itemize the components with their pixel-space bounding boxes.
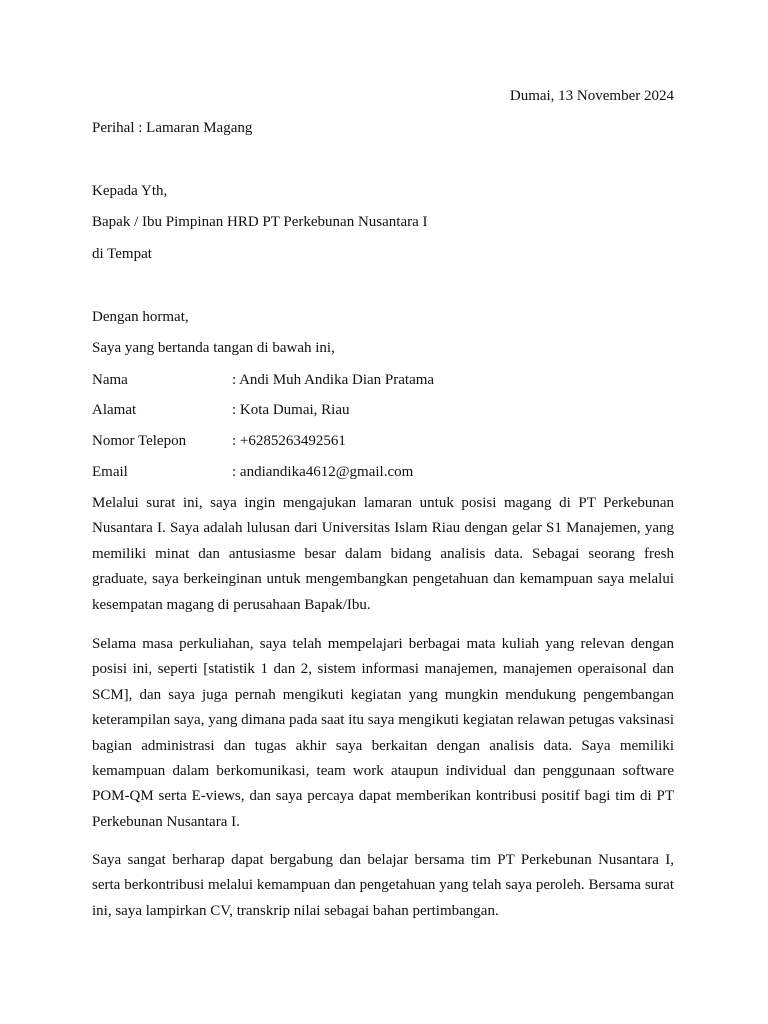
intro-line: Saya yang bertanda tangan di bawah ini, bbox=[92, 340, 335, 356]
salutation: Dengan hormat, bbox=[92, 309, 189, 325]
body-paragraph-1: Melalui surat ini, saya ingin mengajukan lamaran untuk posisi magang di PT Perkebunan Nusantara I. Saya adalah lulusan dari Universitas Islam Riau dengan gelar S1 Manajemen, yang memiliki minat dan antusiasme besar dalam bidang analisis data. Sebagai seorang fresh graduate, saya berkeinginan untuk mengembangkan pengetahuan dan kemampuan saya melalui kesempatan magang di perusahaan Bapak/Ibu. bbox=[92, 495, 674, 613]
recipient-addressee: Bapak / Ibu Pimpinan HRD PT Perkebunan Nusantara I bbox=[92, 214, 428, 230]
letter-subject: Perihal : Lamaran Magang bbox=[92, 120, 253, 136]
field-value-phone: : +6285263492561 bbox=[232, 433, 346, 449]
field-value-email: : andiandika4612@gmail.com bbox=[232, 464, 414, 480]
field-label-email: Email bbox=[92, 464, 128, 480]
recipient-greeting: Kepada Yth, bbox=[92, 183, 168, 199]
recipient-location: di Tempat bbox=[92, 246, 152, 262]
body-paragraph-2: Selama masa perkuliahan, saya telah mempelajari berbagai mata kuliah yang relevan dengan posisi ini, seperti [statistik 1 dan 2, sistem informasi manajemen, manajemen operaisonal dan SCM], dan saya juga pernah mengikuti kegiatan yang mungkin mendukung pengembangan keterampilan saya, yang dimana pada saat itu saya mengikuti kegiatan relawan petugas vaksinasi bagian administrasi dan tugas akhir saya berkaitan dengan analisis data. Saya memiliki kemampuan dalam berkomunikasi, team work ataupun individual dan penggunaan software POM-QM serta E-views, dan saya percaya dapat memberikan kontribusi positif bagi tim di PT Perkebunan Nusantara I. bbox=[92, 636, 674, 830]
field-label-name: Nama bbox=[92, 372, 128, 388]
field-value-address: : Kota Dumai, Riau bbox=[232, 402, 350, 418]
field-label-address: Alamat bbox=[92, 402, 137, 418]
field-value-name: : Andi Muh Andika Dian Pratama bbox=[232, 372, 435, 388]
letter-page bbox=[92, 0, 674, 1024]
letter-date: Dumai, 13 November 2024 bbox=[509, 88, 674, 104]
field-label-phone: Nomor Telepon bbox=[92, 433, 187, 449]
body-paragraph-3: Saya sangat berharap dapat bergabung dan belajar bersama tim PT Perkebunan Nusantara I, serta berkontribusi melalui kemampuan dan pengetahuan yang telah saya peroleh. Bersama surat ini, saya lampirkan CV, transkrip nilai sebagai bahan pertimbangan. bbox=[92, 852, 674, 919]
